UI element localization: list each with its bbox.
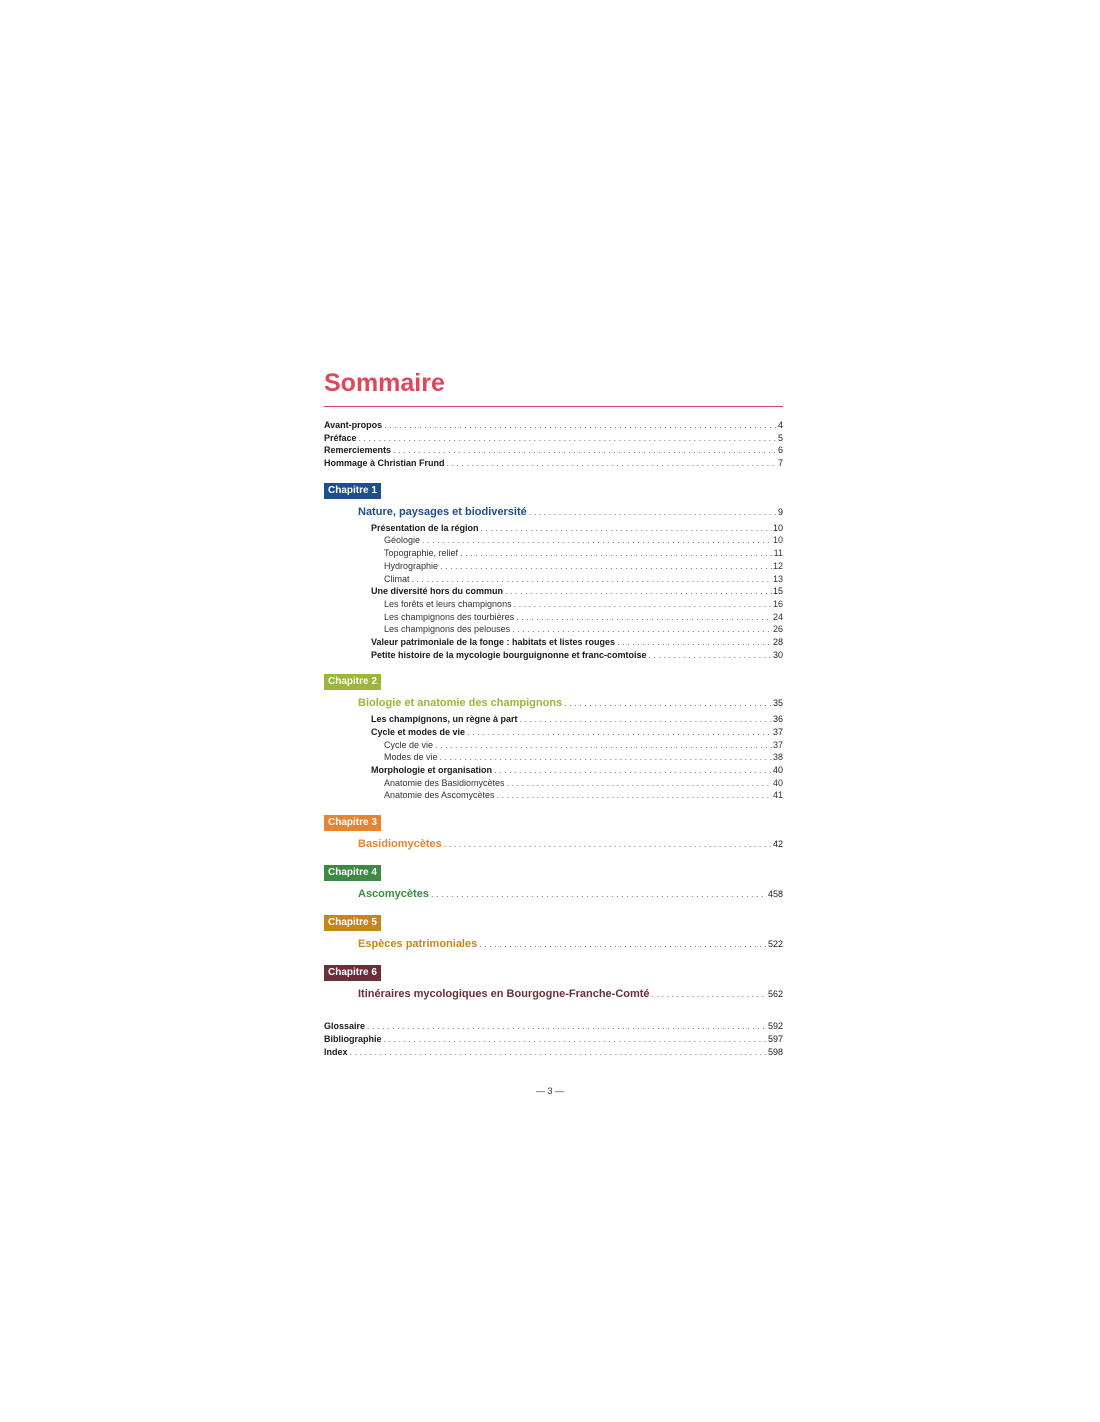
- dot-leader: [444, 836, 772, 852]
- toc-entry-page: 38: [772, 752, 783, 763]
- chapter-entries: [324, 522, 783, 662]
- chapter-title-entry[interactable]: [324, 986, 783, 1002]
- dot-leader: [505, 585, 772, 598]
- chapter-block: [324, 671, 783, 802]
- toc-entry-label: Avant-propos: [324, 420, 383, 430]
- chapter-title: Biologie et anatomie des champignons: [358, 697, 563, 710]
- toc-entry-label: Glossaire: [324, 1021, 366, 1032]
- subsection-entry[interactable]: [324, 611, 783, 624]
- toc-entry-page: 15: [772, 586, 783, 597]
- subsection-entry[interactable]: [324, 598, 783, 611]
- dot-leader: [479, 936, 767, 952]
- chapter-badge: Chapitre 6: [324, 965, 381, 981]
- subsection-entry[interactable]: [324, 573, 783, 586]
- subsection-entry[interactable]: [324, 751, 783, 764]
- back-matter-list: [324, 1020, 783, 1058]
- section-entry[interactable]: [324, 636, 783, 649]
- toc-entry-page: 41: [772, 790, 783, 801]
- toc-entry-page: 10: [772, 535, 783, 546]
- back-matter-entry[interactable]: [324, 1046, 783, 1059]
- dot-leader: [514, 598, 772, 611]
- dot-leader: [384, 1033, 767, 1046]
- toc-entry-label: Anatomie des Basidiomycètes: [384, 777, 505, 788]
- dot-leader: [494, 764, 772, 777]
- dot-leader: [497, 789, 772, 802]
- section-entry[interactable]: [324, 764, 783, 777]
- toc-entry-page: 598: [767, 1046, 783, 1057]
- front-matter-entry[interactable]: [324, 432, 783, 445]
- chapter-page: 9: [777, 506, 783, 517]
- toc-entry-label: Modes de vie: [384, 752, 438, 763]
- dot-leader: [649, 649, 772, 662]
- chapter-block: [324, 912, 783, 952]
- toc-entry-page: 30: [772, 649, 783, 660]
- toc-entry-label: Présentation de la région: [371, 522, 479, 533]
- back-matter-entry[interactable]: [324, 1033, 783, 1046]
- toc-entry-page: 24: [772, 611, 783, 622]
- toc-entry-label: Hommage à Christian Frund: [324, 458, 445, 469]
- dot-leader: [367, 1020, 767, 1033]
- back-matter-entry[interactable]: [324, 1020, 783, 1033]
- chapter-page: 35: [772, 698, 783, 709]
- front-matter-entry[interactable]: [324, 457, 783, 470]
- chapter-page: 562: [767, 989, 783, 1000]
- toc-entry-page: 37: [772, 727, 783, 737]
- subsection-entry[interactable]: [324, 534, 783, 547]
- toc-entry-page: 37: [772, 739, 783, 750]
- toc-entry-label: Les forêts et leurs champignons: [384, 598, 512, 609]
- chapter-title-entry[interactable]: [324, 836, 783, 852]
- dot-leader: [359, 432, 777, 445]
- toc-entry-label: Une diversité hors du commun: [371, 586, 504, 597]
- dot-leader: [652, 986, 767, 1002]
- toc-entry-label: Les champignons, un règne à part: [371, 714, 518, 725]
- dot-leader: [520, 713, 772, 726]
- dot-leader: [447, 457, 777, 470]
- dot-leader: [431, 886, 767, 902]
- subsection-entry[interactable]: [324, 623, 783, 636]
- toc-entry-label: Climat: [384, 573, 410, 584]
- chapter-badge: Chapitre 5: [324, 915, 381, 931]
- dot-leader: [422, 534, 772, 547]
- dot-leader: [393, 444, 777, 457]
- subsection-entry[interactable]: [324, 789, 783, 802]
- chapter-badge: Chapitre 2: [324, 674, 381, 690]
- chapter-title-entry[interactable]: [324, 936, 783, 952]
- subsection-entry[interactable]: [324, 739, 783, 752]
- toc-entry-label: Hydrographie: [384, 560, 439, 571]
- toc-entry-label: Bibliographie: [324, 1033, 382, 1044]
- toc-entry-page: 7: [777, 458, 783, 469]
- chapter-title: Nature, paysages et biodiversité: [358, 505, 527, 518]
- front-matter-entry[interactable]: [324, 419, 783, 432]
- section-entry[interactable]: [324, 649, 783, 662]
- chapter-block: [324, 812, 783, 852]
- dot-leader: [564, 695, 772, 711]
- toc-entry-label: Index: [324, 1046, 348, 1057]
- section-entry[interactable]: [324, 585, 783, 598]
- toc-entry-label: Petite histoire de la mycologie bourguignonne et franc-comtoise: [371, 649, 647, 660]
- dot-leader: [460, 547, 773, 560]
- section-entry[interactable]: [324, 726, 783, 739]
- toc-entry-page: 36: [772, 714, 783, 725]
- page-number: — 3 —: [535, 1086, 564, 1096]
- chapter-title: Ascomycètes: [358, 888, 429, 901]
- dot-leader: [350, 1046, 767, 1059]
- section-entry[interactable]: [324, 522, 783, 535]
- chapter-title-entry[interactable]: [324, 695, 783, 711]
- toc-entry-page: 10: [772, 522, 783, 533]
- toc-entry-label: Valeur patrimoniale de la fonge : habitats et listes rouges: [371, 636, 616, 647]
- chapter-page: 42: [772, 839, 783, 850]
- toc-entry-page: 6: [777, 445, 783, 456]
- toc-entry-label: Cycle de vie: [384, 739, 434, 750]
- toc-entry-label: Les champignons des pelouses: [384, 624, 511, 635]
- toc-entry-label: Remerciements: [324, 445, 392, 456]
- toc-entry-page: 40: [772, 777, 783, 788]
- toc-entry-page: 28: [772, 636, 783, 647]
- toc-entry-page: 4: [777, 420, 783, 430]
- toc-entry-page: 592: [767, 1021, 783, 1032]
- toc-entry-page: 16: [772, 598, 783, 609]
- toc-entry-label: Anatomie des Ascomycètes: [384, 790, 495, 801]
- dot-leader: [512, 623, 772, 636]
- dot-leader: [481, 522, 772, 535]
- dot-leader: [467, 726, 772, 739]
- subsection-entry[interactable]: [324, 560, 783, 573]
- toc-entry-label: Topographie, relief: [384, 548, 459, 559]
- front-matter-entry[interactable]: [324, 444, 783, 457]
- toc-entry-label: Morphologie et organisation: [371, 765, 492, 776]
- toc-entry-page: 26: [772, 624, 783, 635]
- subsection-entry[interactable]: [324, 547, 783, 560]
- dot-leader: [507, 777, 772, 790]
- chapter-title-entry[interactable]: [324, 886, 783, 902]
- chapter-badge: Chapitre 4: [324, 865, 381, 881]
- dot-leader: [617, 636, 772, 649]
- chapters-list: [324, 480, 783, 1002]
- page-title: Sommaire: [324, 369, 445, 397]
- chapter-badge: Chapitre 3: [324, 815, 381, 831]
- dot-leader: [440, 560, 772, 573]
- dot-leader: [435, 739, 772, 752]
- toc-entry-page: 13: [772, 573, 783, 584]
- chapter-block: [324, 962, 783, 1002]
- toc-entry-label: Cycle et modes de vie: [371, 727, 466, 737]
- chapter-title: Itinéraires mycologiques en Bourgogne-Franche-Comté: [358, 988, 650, 1001]
- subsection-entry[interactable]: [324, 777, 783, 790]
- toc-entry-label: Préface: [324, 432, 357, 443]
- dot-leader: [412, 573, 772, 586]
- chapter-block: [324, 480, 783, 662]
- chapter-title: Basidiomycètes: [358, 838, 442, 851]
- front-matter-list: [324, 419, 783, 470]
- chapter-title-entry[interactable]: [324, 504, 783, 520]
- dot-leader: [440, 751, 772, 764]
- chapter-page: 458: [767, 889, 783, 900]
- chapter-title: Espèces patrimoniales: [358, 938, 478, 951]
- dot-leader: [529, 504, 777, 520]
- toc-entry-page: 5: [777, 432, 783, 443]
- chapter-page: 522: [767, 939, 783, 950]
- toc-entry-label: Géologie: [384, 535, 421, 546]
- toc-entry-page: 597: [767, 1033, 783, 1044]
- dot-leader: [384, 419, 777, 432]
- section-entry[interactable]: [324, 713, 783, 726]
- toc-entry-page: 12: [772, 560, 783, 571]
- chapter-badge: Chapitre 1: [324, 483, 381, 499]
- title-divider: [324, 406, 783, 407]
- dot-leader: [516, 611, 772, 624]
- toc-entry-page: 11: [773, 548, 783, 559]
- table-of-contents: [324, 368, 783, 1058]
- toc-entry-label: Les champignons des tourbières: [384, 611, 515, 622]
- chapter-entries: [324, 713, 783, 802]
- chapter-block: [324, 862, 783, 902]
- toc-entry-page: 40: [772, 765, 783, 776]
